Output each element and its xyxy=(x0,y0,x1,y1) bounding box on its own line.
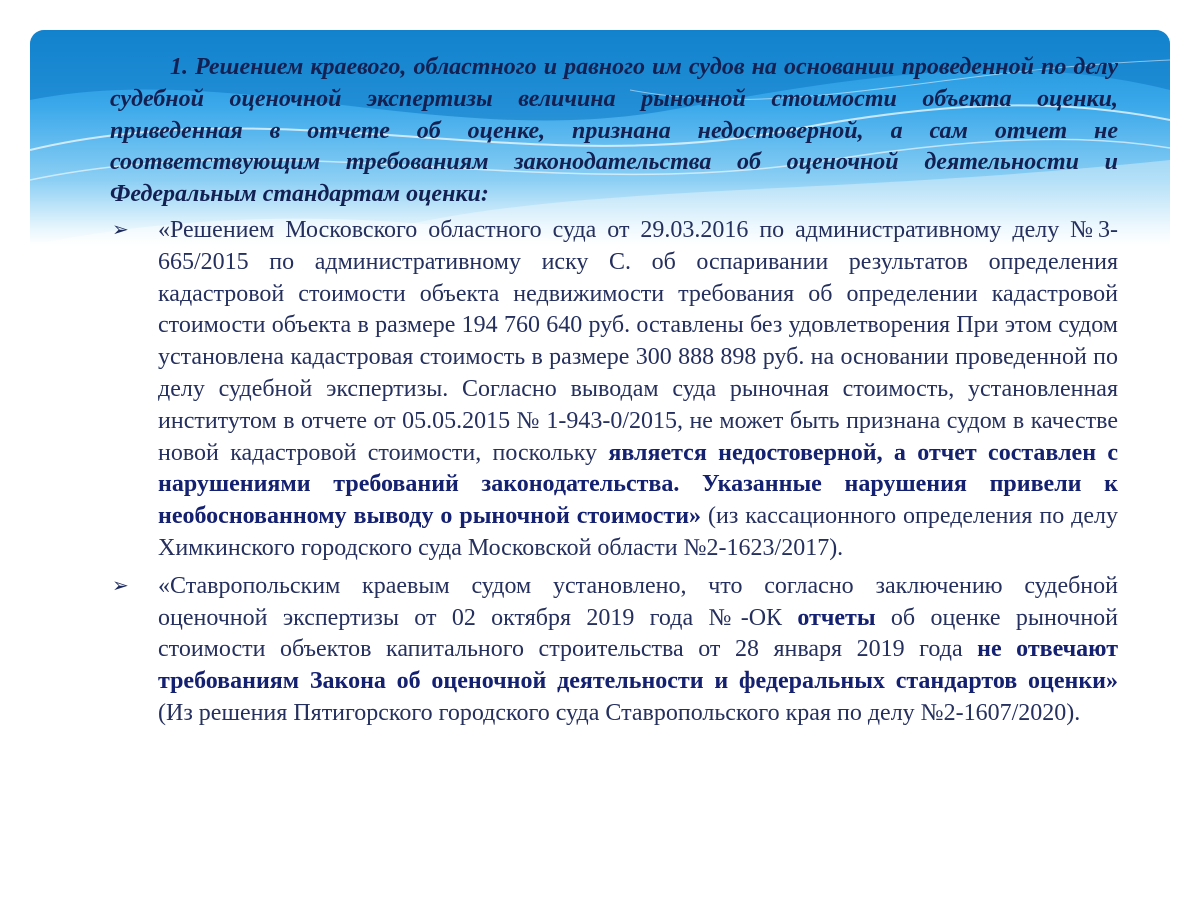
item-text: (Из решения Пятигорского городского суда Ставропольского края по делу №2-1607/2020). xyxy=(158,699,1081,726)
section-heading: 1. Решением краевого, областного и равного им судов на основании проведенной по делу судебной оценочной экспертизы величина рыночной стоимости объекта оценки, приведенная в отчете об оценке, признана недостоверной, а сам отчет не соответствующим требованиям законодательства об оценочной деятельности и Федеральным стандартам оценки: xyxy=(110,54,1118,208)
item-text: «Решением Московского областного суда от 29.03.2016 по административному делу №3-665/2015 по административному иску С. об оспаривании результатов определения кадастровой стоимости объекта недвижимости требования об определении кадастровой стоимости объекта в размере 194 760 640 руб. оставлены без удовлетворения При этом судом установлена кадастровая стоимость в размере 300 888 898 руб. на основании проведенной по делу судебной экспертизы. Согласно выводам суда рыночная стоимость, установленная институтом в отчете от 05.05.2015 № 1-943-0/2015, не может быть признана судом в качестве новой кадастровой стоимости, поскольку xyxy=(158,216,1118,466)
item-text: «Ставропольским краевым судом установлено, что согласно заключению судебной оценочной экспертизы от 02 октября 2019 года №-ОК xyxy=(158,572,1118,631)
arrow-bullet-icon: ➢ xyxy=(112,218,129,241)
item-text: об оценке рыночной стоимости объектов капитального строительства от 28 января 2019 года xyxy=(158,604,1119,663)
arrow-bullet-icon: ➢ xyxy=(112,574,129,597)
item-bold-text: является недостоверной, а отчет составлен с нарушениями требований законодательства. Указанные нарушения привели к необоснованному выводу о рыночной стоимости» xyxy=(158,439,1119,530)
main-content xyxy=(110,52,1118,736)
item-bold-text: не отвечают требованиям Закона об оценочной деятельности и федеральных стандартов оценки» xyxy=(158,636,1118,695)
list-item xyxy=(110,571,1118,730)
list-item xyxy=(110,215,1118,565)
item-text: (из кассационного определения по делу Химкинского городского суда Московской области №2-1623/2017). xyxy=(158,503,1118,561)
item-bold-text: отчеты xyxy=(797,604,876,631)
